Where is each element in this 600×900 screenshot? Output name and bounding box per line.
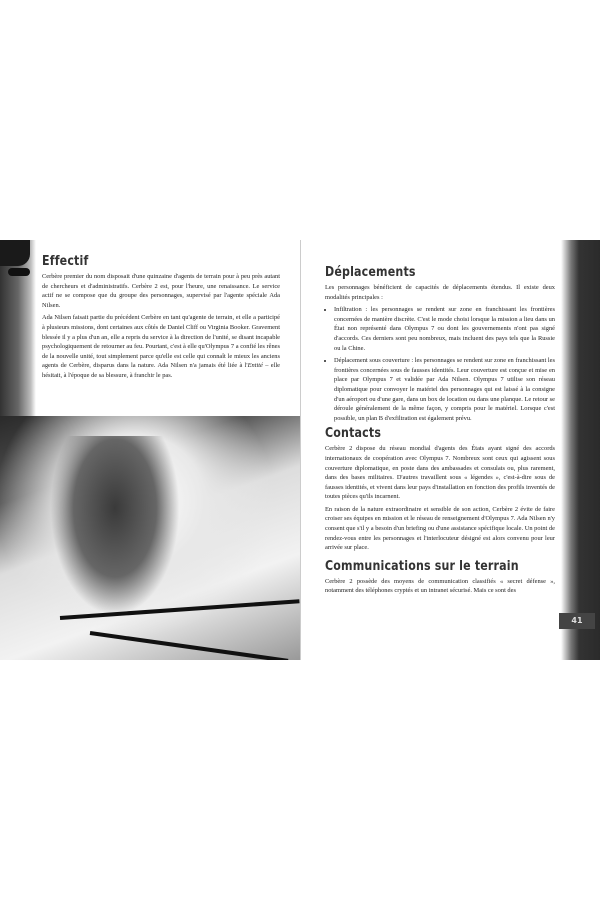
effectif-section	[42, 254, 280, 384]
left-page	[0, 240, 300, 660]
heading-effectif: Effectif	[42, 254, 89, 269]
figure-silhouette	[50, 436, 180, 616]
right-page	[300, 240, 600, 660]
paragraph-text: – elle hésitait, à l'époque de sa blessure, à franchir le pas.	[42, 362, 280, 379]
paragraph-text: Ada Nilsen faisait partie du précédent Cerbère en tant qu'agente de terrain, et elle a participé à plusieurs missions, dont certaines aux côtés de Daniel Cliff ou Virginia Booker. Gravement blessée il y a plus d'un an, elle a repris du service à la direction de l'unité, se disant incapable psychologiquement de retourner au feu. Pourtant, c'est à elle qu'Olympus 7 a confié les rênes de la nouvelle unité, tout simplement parce qu'elle est celle qui connaît le mieux les anciens agents de Cerbère, disparus dans la nature. Ada Nilsen n'a jamais été liée à l'	[42, 314, 280, 370]
paragraph: En raison de la nature extraordinaire et sensible de son action, Cerbère 2 évite de faire croiser ses équipes en mission et le réseau de renseignement d'Olympus 7. Ada Nilsen n'y consent que s'il y a besoin d'un briefing ou d'une assistance spécifique locale. Un point de rendez-vous entre les personnages et l'interlocuteur désigné est alors convenu pour leur arrivée sur place.	[325, 505, 555, 552]
portrait-sunglasses	[8, 268, 30, 276]
heading-deplacements: Déplacements	[325, 265, 416, 280]
paragraph: Cerbère 2 dispose du réseau mondial d'agents des États ayant signé des accords internationaux de coopération avec Olympus 7. Nombreux sont ceux qui agissent sous couverture diplomatique, en poste dans des ambassades et consulats ou, plus rarement, dans des bases militaires. D'autres travaillent sous « légendes », c'est-à-dire sous de fausses identités, et vivent dans leur pays d'installation en fonction des profils inventés de toutes pièces qu'ils incarnent.	[325, 445, 555, 501]
modalities-list	[325, 305, 555, 423]
page-number: 41	[559, 613, 595, 629]
heading-contacts: Contacts	[325, 426, 382, 442]
decorative-grunge-strip	[561, 240, 600, 660]
crouching-man-illustration	[0, 416, 300, 660]
paragraph: Cerbère premier du nom disposait d'une quinzaine d'agents de terrain pour à peu près autant de chercheurs et d'administratifs. Cerbère 2 est, pour l'heure, une renaissance. Le service actif ne se compose que du groupe des personnages, supervisé par l'agente spéciale Ada Nilsen.	[42, 273, 280, 309]
list-item: • Infiltration : les personnages se rendent sur zone en franchissant les frontières concernées de manière discrète. C'est le mode choisi lorsque la mission a lieu dans un État non représenté dans Olympus 7 ou dont les gouvernements n'ont pas signé d'accords. Ces derniers sont peu nombreux, mais incluent des pays tels que la Russie ou la Chine.	[334, 305, 555, 353]
ink-stroke	[90, 631, 289, 660]
heading-communications: Communications sur le terrain	[325, 558, 519, 574]
agent-portrait-illustration	[0, 240, 36, 416]
portrait-hair	[0, 240, 30, 266]
right-column	[325, 265, 555, 599]
paragraph: Les personnages bénéficient de capacités de déplacements étendus. Il existe deux modalités principales :	[325, 284, 555, 301]
paragraph	[42, 313, 280, 380]
paragraph: Cerbère 2 possède des moyens de communication classifiés « secret défense », notamment des téléphones cryptés et un intranet sécurisé. Mais ce sont des	[325, 577, 555, 595]
entity-term: Entité	[247, 362, 263, 370]
list-item: • Déplacement sous couverture : les personnages se rendent sur zone en franchissant les frontières concernées sous de fausses identités. Leur couverture est conçue et mise en place par Olympus 7 et validée par Ada Nilsen. Olympus 7 utilise son réseau diplomatique pour convoyer le matériel des personnages qui est laissé à la consigne d'un aéroport ou d'une gare, dans un box de location ou dans une planque. Le retour se déroule généralement de la même façon, y compris pour le matériel. Lorsque c'est possible, un plan B d'exfiltration est également prévu.	[334, 356, 555, 423]
